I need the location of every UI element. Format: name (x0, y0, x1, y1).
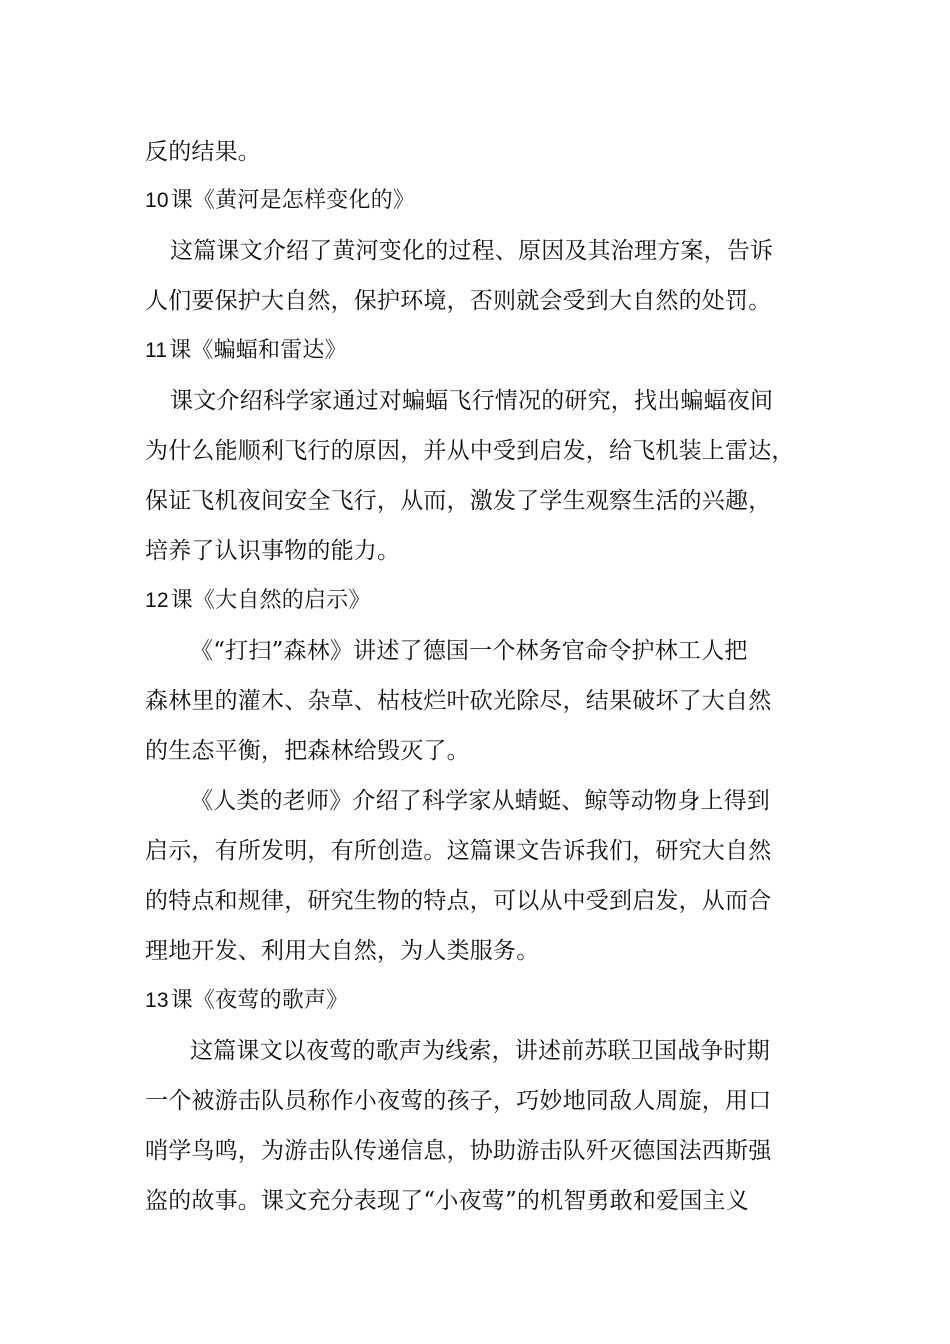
text-line-4: 人们要保护大自然，保护环境，否则就会受到大自然的处罚。 (145, 288, 772, 314)
text-line-3: 这篇课文介绍了黄河变化的过程、原因及其治理方案，告诉 (170, 238, 774, 264)
text-line-13: 的生态平衡，把森林给毁灭了。 (145, 738, 470, 764)
text-line-7: 为什么能顺利飞行的原因，并从中受到启发，给飞机装上雷达， (145, 438, 795, 464)
lesson-number: 10 (145, 189, 169, 212)
text-line-15: 启示，有所发明，有所创造。这篇课文告诉我们，研究大自然 (145, 838, 772, 864)
lesson-title: 课《大自然的启示》 (170, 588, 371, 613)
lesson-10-heading (145, 186, 415, 216)
text-line-22: 盗的故事。课文充分表现了“小夜莺”的机智勇敢和爱国主义 (145, 1188, 749, 1214)
text-line-6: 课文介绍科学家通过对蝙蝠飞行情况的研究，找出蝙蝠夜间 (170, 388, 774, 414)
text-line-19: 这篇课文以夜莺的歌声为线索，讲述前苏联卫国战争时期 (190, 1038, 770, 1064)
lesson-number: 12 (145, 589, 169, 612)
text-line-21: 哨学鸟鸣，为游击队传递信息，协助游击队歼灭德国法西斯强 (145, 1138, 772, 1164)
text-line-17: 理地开发、利用大自然，为人类服务。 (145, 938, 540, 964)
lesson-title: 课《蝙蝠和雷达》 (169, 338, 347, 363)
lesson-title: 课《夜莺的歌声》 (170, 988, 349, 1013)
text-line-20: 一个被游击队员称作小夜莺的孩子，巧妙地同敌人周旋，用口 (145, 1088, 772, 1114)
text-line-9: 培养了认识事物的能力。 (145, 538, 401, 564)
text-line-14: 《人类的老师》介绍了科学家从蜻蜓、鲸等动物身上得到 (190, 788, 770, 814)
text-line-11: 《“打扫”森林》讲述了德国一个林务官命令护林工人把 (190, 638, 748, 664)
text-line-16: 的特点和规律，研究生物的特点，可以从中受到启发，从而合 (145, 888, 772, 914)
text-line-1: 反的结果。 (145, 139, 261, 165)
text-line-8: 保证飞机夜间安全飞行，从而，激发了学生观察生活的兴趣， (145, 488, 772, 514)
lesson-title: 课《黄河是怎样变化的》 (170, 188, 415, 213)
lesson-12-heading (145, 586, 371, 616)
lesson-11-heading (145, 336, 347, 366)
lesson-number: 11 (145, 339, 168, 362)
text-line-12: 森林里的灌木、杂草、枯枝烂叶砍光除尽，结果破坏了大自然 (145, 688, 772, 714)
lesson-13-heading (145, 986, 348, 1016)
lesson-number: 13 (145, 989, 169, 1012)
